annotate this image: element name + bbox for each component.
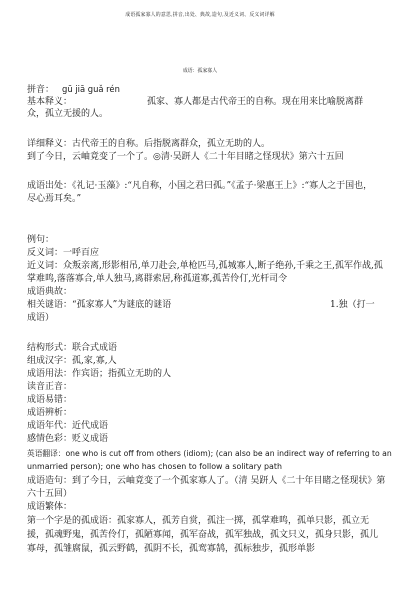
first-char-idioms-cont1: 援，孤魂野鬼，孤苦伶仃，孤陋寡闻，孤军奋战，孤军独战，孤文只义，孤身只影，孤儿 [27,530,379,540]
component-chars: 组成汉字：孤,家,寡,人 [27,356,117,366]
related-riddle: 相关谜语：“孤家寡人”为谜底的谜语 [27,300,172,310]
english-translation-cont: unmarried person); one who has chosen to follow a solitary path [27,462,282,471]
example-sentence: 成语造句：到了今日，云岫竟变了一个孤家寡人了。（清 吴趼人《二十年目睹之怪现状》第 [27,476,386,486]
first-char-idioms-cont2: 寡母，孤雏腐鼠，孤云野鹤，孤阴不长，孤鸾寡鹄，孤标独步，孤形单影 [27,544,316,554]
basic-meaning-cont: 众，孤立无援的人。 [27,109,109,119]
idiom-heading: 成语：孤家寡人 [182,68,218,74]
common-errors: 成语易错： [27,395,73,405]
idiom-usage: 成语用法：作宾语；指孤立无助的人 [27,369,172,379]
basic-meaning-value: 孤家、寡人都是古代帝王的自称。现在用来比喻脱离群 [147,97,364,107]
idiom-source-cont: 尽心焉耳矣。” [27,194,82,204]
detail-meaning: 详细释义：古代帝王的自称。后指脱离群众，孤立无助的人。 [27,139,271,149]
basic-meaning-label: 基本释义： [27,97,73,107]
idiom-source: 成语出处：《礼记·玉藻》:“凡自称，小国之君曰孤。”《孟子·梁惠王上》:“寡人之于国也， [27,181,373,191]
pronunciation: 读音正音： [27,382,73,392]
detail-meaning-cont: 到了今日，云岫竟变了一个了。◎清·吴趼人《二十年目睹之怪现状》第六十五回 [27,152,344,162]
antonyms: 反义词：一呼百应 [27,248,100,258]
synonyms: 近义词：众叛亲离,形影相吊,单刀赴会,单枪匹马,孤城寡人,断子绝孙,千乘之王,孤军作战,孤 [27,261,383,271]
idiom-analysis: 成语辨析： [27,408,73,418]
structure-form: 结构形式：联合式成语 [27,343,118,353]
first-char-idioms: 第一个字是的孤成语：孤家寡人，孤芳自赏，孤注一掷，孤掌难鸣，孤单只影，孤立无 [27,516,370,526]
pinyin-line [27,84,120,96]
pinyin-value: gū jiā guǎ rén [62,84,120,94]
traditional-form: 成语繁体： [27,502,73,512]
example-sentence-cont: 六十五回） [27,489,73,499]
document-title: 成语孤家寡人的意思,拼音,出处、典故,造句,及近义词、反义词详解 [125,12,275,18]
example-label: 例句： [27,235,55,245]
riddle-cont: 成语） [27,313,55,323]
synonyms-cont: 掌难鸣,落落寡合,单人独马,离群索居,称孤道寡,孤苦伶仃,光杆司令 [27,274,288,284]
riddle-answer: 1.独（打一 [330,300,375,310]
emotional-tone: 感情色彩：贬义成语 [27,434,109,444]
idiom-era: 成语年代：近代成语 [27,421,109,431]
english-translation: 英语翻译：one who is cut off from others (idiom); (can also be an indirect way of referring to an [27,449,392,458]
pinyin-label: 拼音： [27,85,55,95]
idiom-story: 成语典故： [27,287,73,297]
